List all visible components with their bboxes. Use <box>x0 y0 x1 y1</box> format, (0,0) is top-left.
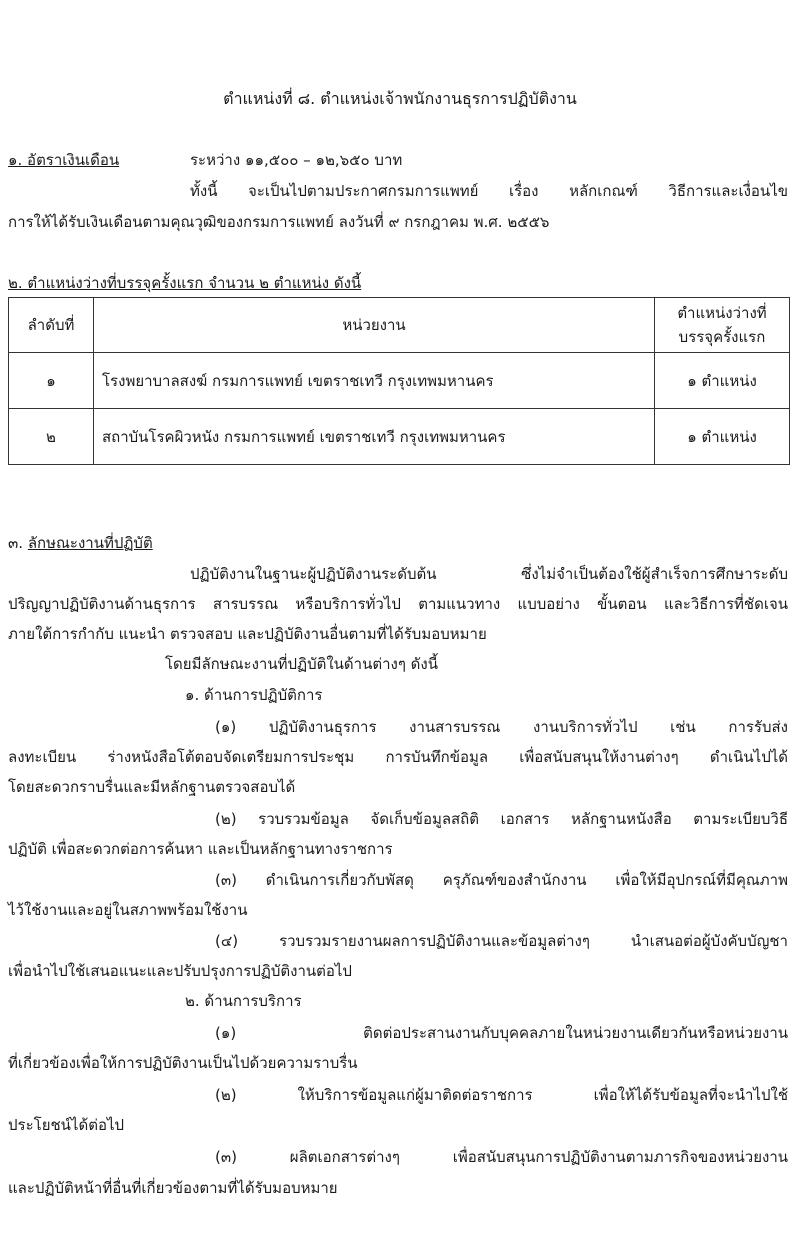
duties-heading <box>8 532 153 554</box>
duties-line: ที่เกี่ยวข้องเพื่อให้การปฏิบัติงานเป็นไปด้วยความราบรื่น <box>8 1054 358 1072</box>
salary-heading: ๑. อัตราเงินเดือน <box>8 151 120 169</box>
row-unit: โรงพยาบาลสงฆ์ กรมการแพทย์ เขตราชเทวี กรุงเทพมหานคร <box>94 353 655 409</box>
duties-line: ไว้ใช้งานและอยู่ในสภาพพร้อมใช้งาน <box>8 901 248 919</box>
duties-title: ลักษณะงานที่ปฏิบัติ <box>27 534 153 552</box>
duties-line: โดยมีลักษณะงานที่ปฏิบัติในด้านต่างๆ ดังนี้ <box>165 655 438 673</box>
duties-line: (๓) ดำเนินการเกี่ยวกับพัสดุ ครุภัณฑ์ของสำนักงาน เพื่อให้มีอุปกรณ์ที่มีคุณภาพ <box>215 871 788 889</box>
column-header-no: ลำดับที่ <box>9 298 94 353</box>
column-header-count-line1: ตำแหน่งว่างที่ <box>677 304 767 322</box>
column-header-count-line2: บรรจุครั้งแรก <box>678 328 766 346</box>
duties-subheading: ๒. ด้านการบริการ <box>185 992 302 1010</box>
duties-line: (๒) ให้บริการข้อมูลแก่ผู้มาติดต่อราชการ เพื่อให้ได้รับข้อมูลที่จะนำไปใช้ <box>215 1086 788 1104</box>
vacancies-heading: ๒. ตำแหน่งว่างที่บรรจุครั้งแรก จำนวน ๒ ตำแหน่ง ดังนี้ <box>8 274 362 292</box>
salary-note: การให้ได้รับเงินเดือนตามคุณวุฒิของกรมการแพทย์ ลงวันที่ ๙ กรกฎาคม พ.ศ. ๒๕๕๖ <box>8 213 550 231</box>
duties-line: ปฏิบัติ เพื่อสะดวกต่อการค้นหา และเป็นหลักฐานทางราชการ <box>8 840 393 858</box>
duties-line: และปฏิบัติหน้าที่อื่นที่เกี่ยวข้องตามที่ได้รับมอบหมาย <box>8 1179 338 1197</box>
duties-number: ๓. <box>8 534 24 552</box>
duties-line: (๓) ผลิตเอกสารต่างๆ เพื่อสนับสนุนการปฏิบัติงานตามภารกิจของหน่วยงาน <box>215 1148 788 1166</box>
duties-line: ภายใต้การกำกับ แนะนำ ตรวจสอบ และปฏิบัติงานอื่นตามที่ได้รับมอบหมาย <box>8 625 487 643</box>
column-header-unit: หน่วยงาน <box>94 298 655 353</box>
salary-range: ระหว่าง ๑๑,๕๐๐ – ๑๒,๖๕๐ บาท <box>190 151 403 169</box>
row-no: ๑ <box>9 353 94 409</box>
duties-line: (๑) ปฏิบัติงานธุรการ งานสารบรรณ งานบริการทั่วไป เช่น การรับส่ง <box>215 718 788 736</box>
duties-line: (๑) ติดต่อประสานงานกับบุคคลภายในหน่วยงานเดียวกันหรือหน่วยงาน <box>215 1024 788 1042</box>
row-unit: สถาบันโรคผิวหนัง กรมการแพทย์ เขตราชเทวี กรุงเทพมหานคร <box>94 409 655 465</box>
duties-line: เพื่อนำไปใช้เสนอแนะและปรับปรุงการปฏิบัติงานต่อไป <box>8 962 352 980</box>
duties-line: ลงทะเบียน ร่างหนังสือโต้ตอบจัดเตรียมการประชุม การบันทึกข้อมูล เพื่อสนับสนุนให้งานต่างๆ ดำเนินไปได้ <box>8 748 788 766</box>
table-row <box>9 353 790 409</box>
table-row <box>9 409 790 465</box>
duties-line: ปริญญาปฏิบัติงานด้านธุรการ สารบรรณ หรือบริการทั่วไป ตามแนวทาง แบบอย่าง ขั้นตอน และวิธีการที่ชัดเจน <box>8 595 788 613</box>
row-count: ๑ ตำแหน่ง <box>655 353 790 409</box>
salary-note: ทั้งนี้ จะเป็นไปตามประกาศกรมการแพทย์ เรื่อง หลักเกณฑ์ วิธีการและเงื่อนไข <box>190 182 788 200</box>
duties-line: ปฏิบัติงานในฐานะผู้ปฏิบัติงานระดับต้น ซึ่งไม่จำเป็นต้องใช้ผู้สำเร็จการศึกษาระดับ <box>190 565 788 583</box>
duties-line: (๒) รวบรวมข้อมูล จัดเก็บข้อมูลสถิติ เอกสาร หลักฐานหนังสือ ตามระเบียบวิธี <box>215 810 788 828</box>
row-count: ๑ ตำแหน่ง <box>655 409 790 465</box>
duties-line: โดยสะดวกราบรื่นและมีหลักฐานตรวจสอบได้ <box>8 778 296 796</box>
row-no: ๒ <box>9 409 94 465</box>
table-header-row <box>9 298 790 353</box>
duties-line: (๔) รวบรวมรายงานผลการปฏิบัติงานและข้อมูลต่างๆ นำเสนอต่อผู้บังคับบัญชา <box>215 932 788 950</box>
vacancies-table <box>8 297 790 465</box>
duties-subheading: ๑. ด้านการปฏิบัติการ <box>185 686 323 704</box>
column-header-count <box>655 298 790 353</box>
duties-line: ประโยชน์ได้ต่อไป <box>8 1116 125 1134</box>
page-title: ตำแหน่งที่ ๘. ตำแหน่งเจ้าพนักงานธุรการปฏิบัติงาน <box>223 89 577 108</box>
